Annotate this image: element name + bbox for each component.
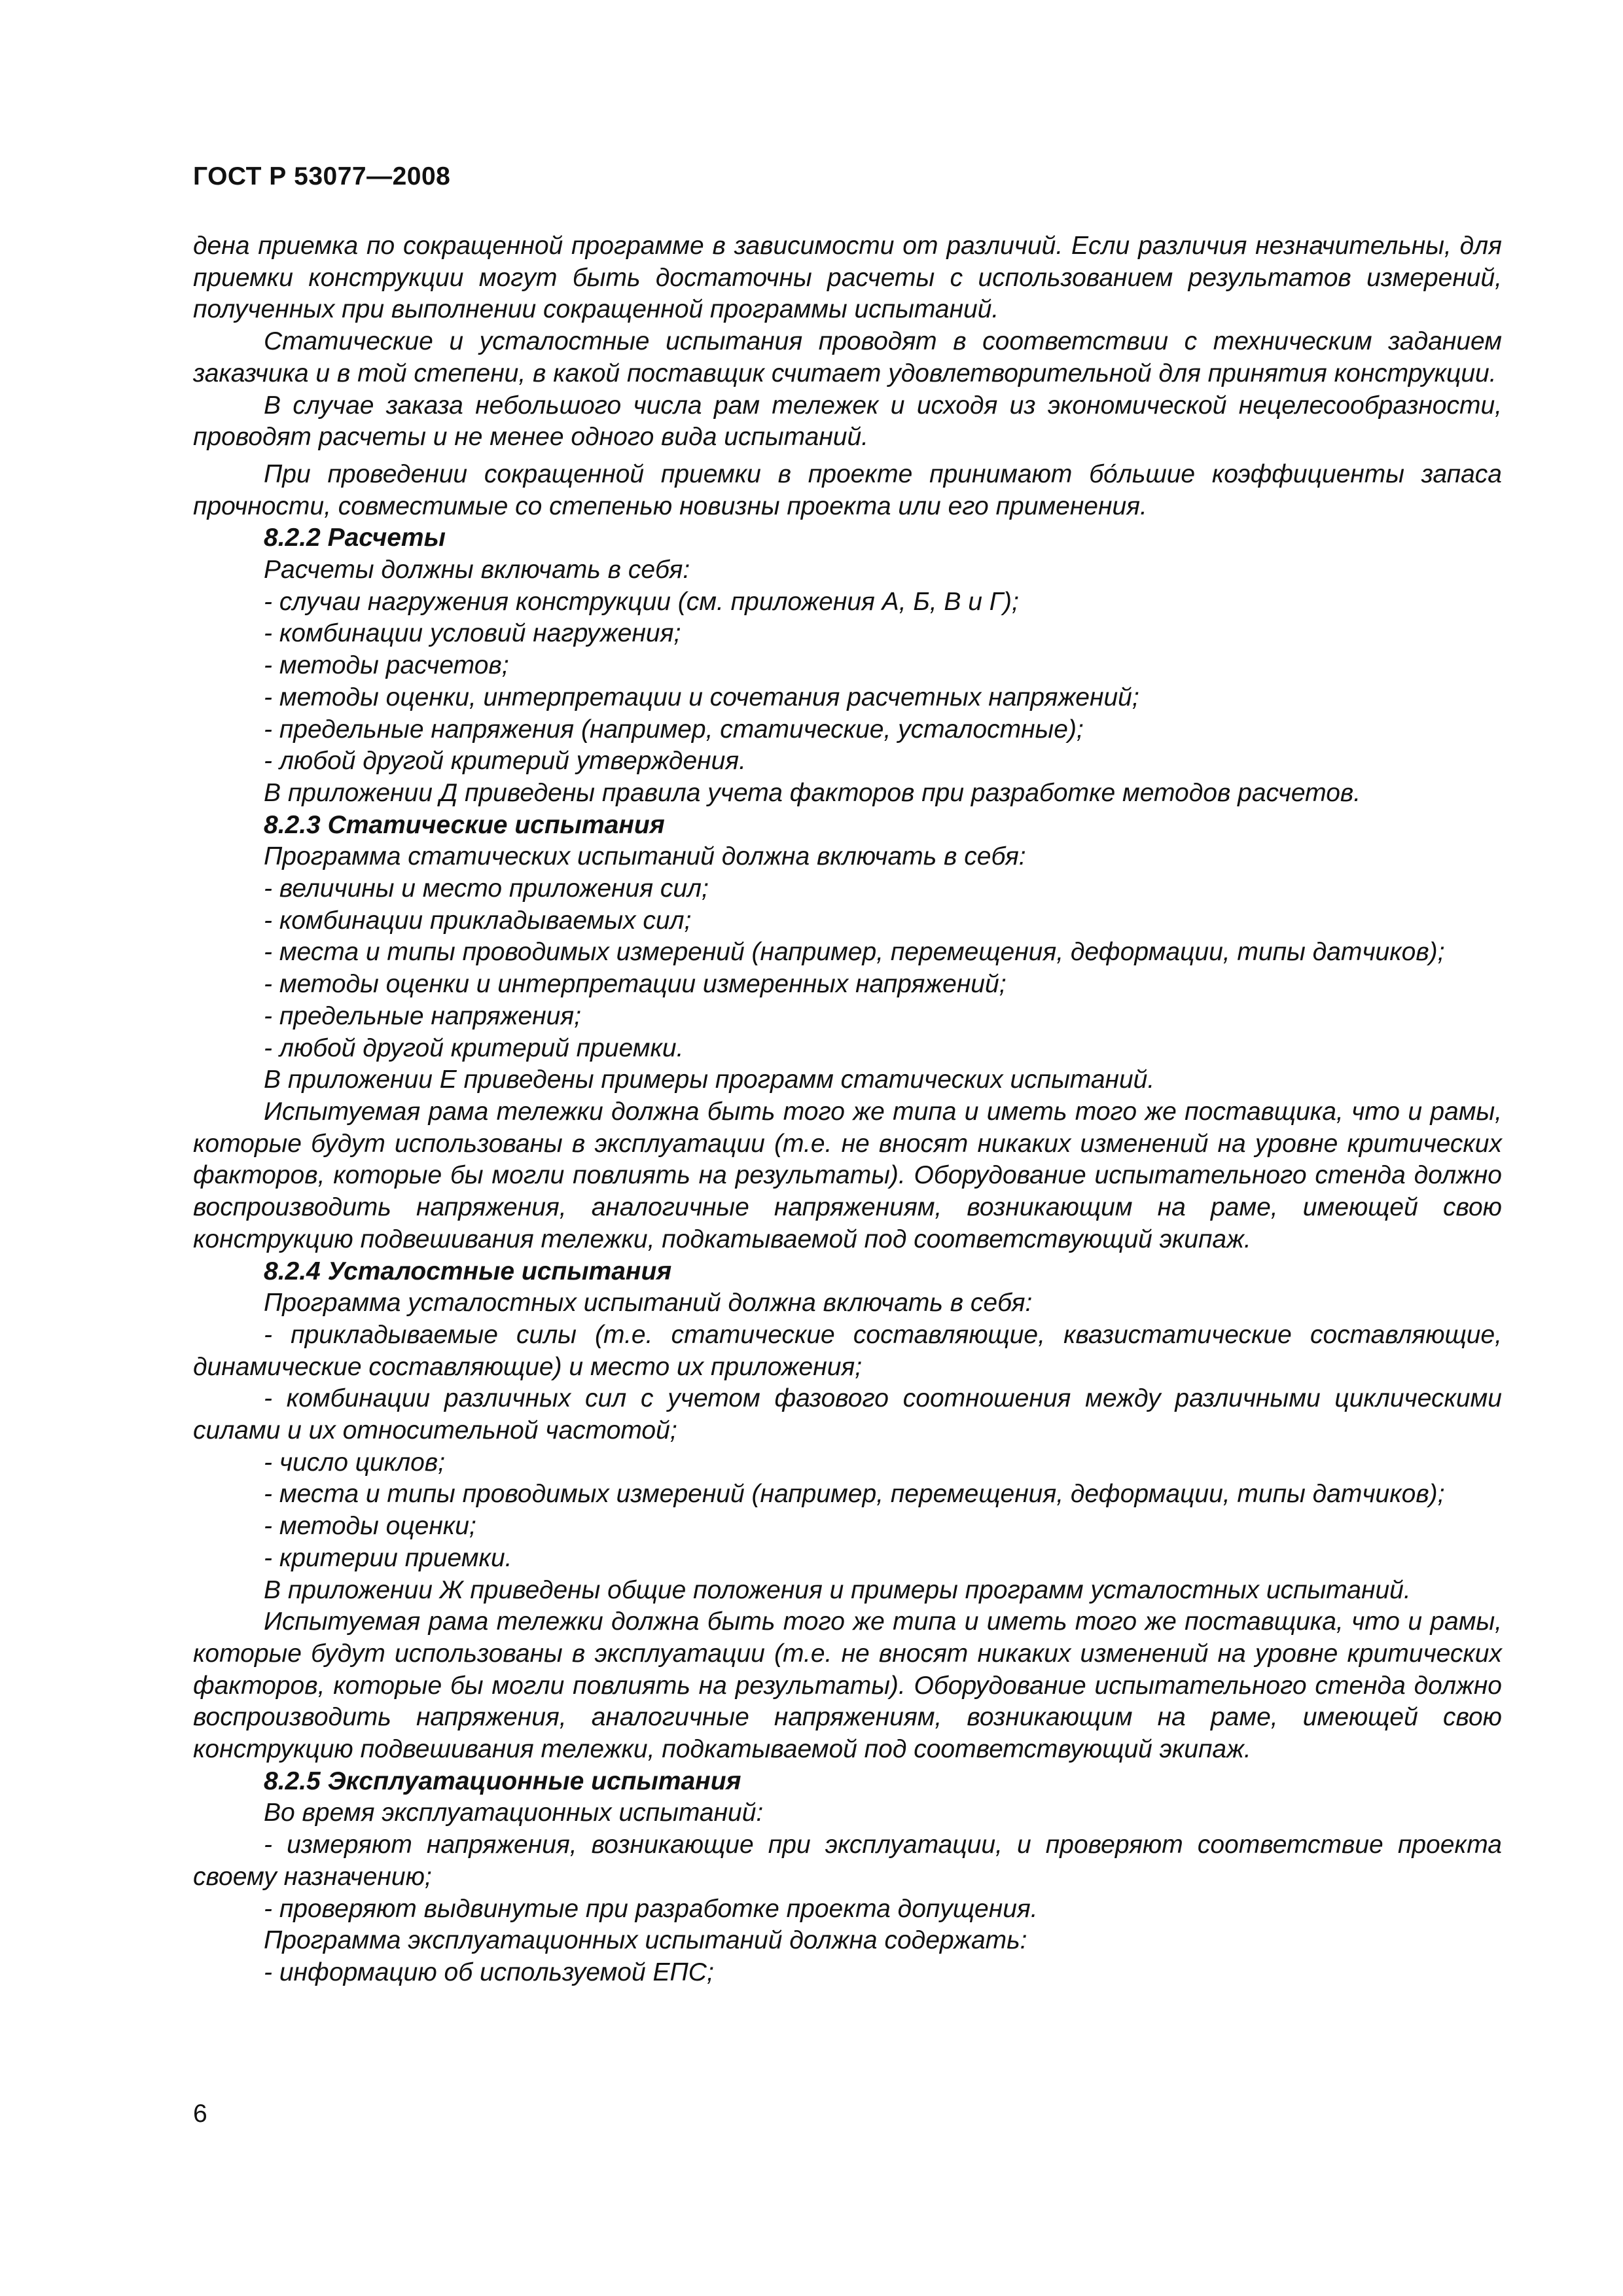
- paragraph: - случаи нагружения конструкции (см. приложения А, Б, В и Г);: [264, 587, 1019, 616]
- paragraph: - любой другой критерий утверждения.: [264, 747, 746, 776]
- paragraph: - измеряют напряжения, возникающие при эксплуатации, и проверяют соответствие проекта своему назначению;: [193, 1831, 1502, 1891]
- paragraph: В случае заказа небольшого числа рам тележек и исходя из экономической нецелесообразности, проводят расчеты и не менее одного вида испытаний.: [193, 391, 1502, 452]
- paragraph: Во время эксплуатационных испытаний:: [264, 1799, 764, 1827]
- paragraph: - предельные напряжения;: [264, 1001, 581, 1030]
- paragraph: - методы оценки и интерпретации измеренных напряжений;: [264, 970, 1007, 999]
- paragraph: - число циклов;: [264, 1448, 445, 1477]
- section-heading: 8.2.2 Расчеты: [264, 524, 446, 552]
- paragraph: - места и типы проводимых измерений (например, перемещения, деформации, типы датчиков);: [264, 938, 1445, 967]
- paragraph: - методы оценки;: [264, 1512, 476, 1541]
- document-body: [193, 230, 1502, 1989]
- paragraph: - проверяют выдвинутые при разработке проекта допущения.: [264, 1894, 1038, 1923]
- paragraph: В приложении Д приведены правила учета факторов при разработке методов расчетов.: [264, 778, 1361, 807]
- standard-header: ГОСТ Р 53077—2008: [193, 162, 451, 190]
- paragraph: Программа статических испытаний должна включать в себя:: [264, 842, 1026, 871]
- paragraph: Программа усталостных испытаний должна включать в себя:: [264, 1289, 1033, 1318]
- paragraph: - комбинации прикладываемых сил;: [264, 906, 692, 935]
- paragraph: Статические и усталостные испытания проводят в соответствии с техническим заданием заказчика и в той степени, в какой поставщик считает удовлетворительной для принятия конструкции.: [193, 327, 1502, 387]
- paragraph: - величины и место приложения сил;: [264, 874, 709, 903]
- paragraph: В приложении Е приведены примеры программ статических испытаний.: [264, 1066, 1155, 1094]
- paragraph: - любой другой критерий приемки.: [264, 1033, 684, 1062]
- section-heading: 8.2.3 Статические испытания: [264, 810, 665, 839]
- paragraph: Программа эксплуатационных испытаний должна содержать:: [264, 1926, 1027, 1955]
- paragraph: - прикладываемые силы (т.е. статические составляющие, квазистатические составляющие, динамические составляющие) и место их приложения;: [193, 1320, 1502, 1381]
- paragraph: - информацию об используемой ЕПС;: [264, 1958, 714, 1986]
- paragraph: Расчеты должны включать в себя:: [264, 556, 690, 584]
- paragraph: - предельные напряжения (например, статические, усталостные);: [264, 715, 1084, 744]
- paragraph: - методы расчетов;: [264, 651, 509, 680]
- paragraph: Испытуемая рама тележки должна быть того же типа и иметь того же поставщика, что и рамы, которые будут использованы в эксплуатации (т.е. не вносят никаких изменений на уровне критических факторов, которые бы могли повлиять на результаты). Оборудование испытательного стенда должно воспроизводить напряжения, аналогичные напряжениям, возникающим на раме, имеющей свою конструкцию подвешивания тележки, подкатываемой под соответствующий экипаж.: [193, 1097, 1502, 1253]
- paragraph: - комбинации различных сил с учетом фазового соотношения между различными циклическими силами и их относительной частотой;: [193, 1384, 1502, 1445]
- paragraph: Испытуемая рама тележки должна быть того же типа и иметь того же поставщика, что и рамы, которые будут использованы в эксплуатации (т.е. не вносят никаких изменений на уровне критических факторов, которые бы могли повлиять на результаты). Оборудование испытательного стенда должно воспроизводить напряжения, аналогичные напряжениям, возникающим на раме, имеющей свою конструкцию подвешивания тележки, подкатываемой под соответствующий экипаж.: [193, 1607, 1502, 1764]
- section-heading: 8.2.5 Эксплуатационные испытания: [264, 1767, 741, 1795]
- page-number: 6: [193, 2100, 207, 2128]
- paragraph: - места и типы проводимых измерений (например, перемещения, деформации, типы датчиков);: [264, 1480, 1445, 1509]
- paragraph: - комбинации условий нагружения;: [264, 619, 681, 648]
- paragraph: - критерии приемки.: [264, 1543, 512, 1572]
- paragraph: В приложении Ж приведены общие положения и примеры программ усталостных испытаний.: [264, 1575, 1411, 1604]
- paragraph: - методы оценки, интерпретации и сочетания расчетных напряжений;: [264, 683, 1139, 711]
- paragraph: При проведении сокращенной приемки в проекте принимают бо́льшие коэффициенты запаса прочности, совместимые со степенью новизны проекта или его применения.: [193, 459, 1502, 520]
- section-heading: 8.2.4 Усталостные испытания: [264, 1257, 672, 1285]
- paragraph: дена приемка по сокращенной программе в зависимости от различий. Если различия незначительны, для приемки конструкции могут быть достаточны расчеты с использованием результатов измерений, полученных при выполнении сокращенной программы испытаний.: [193, 232, 1502, 324]
